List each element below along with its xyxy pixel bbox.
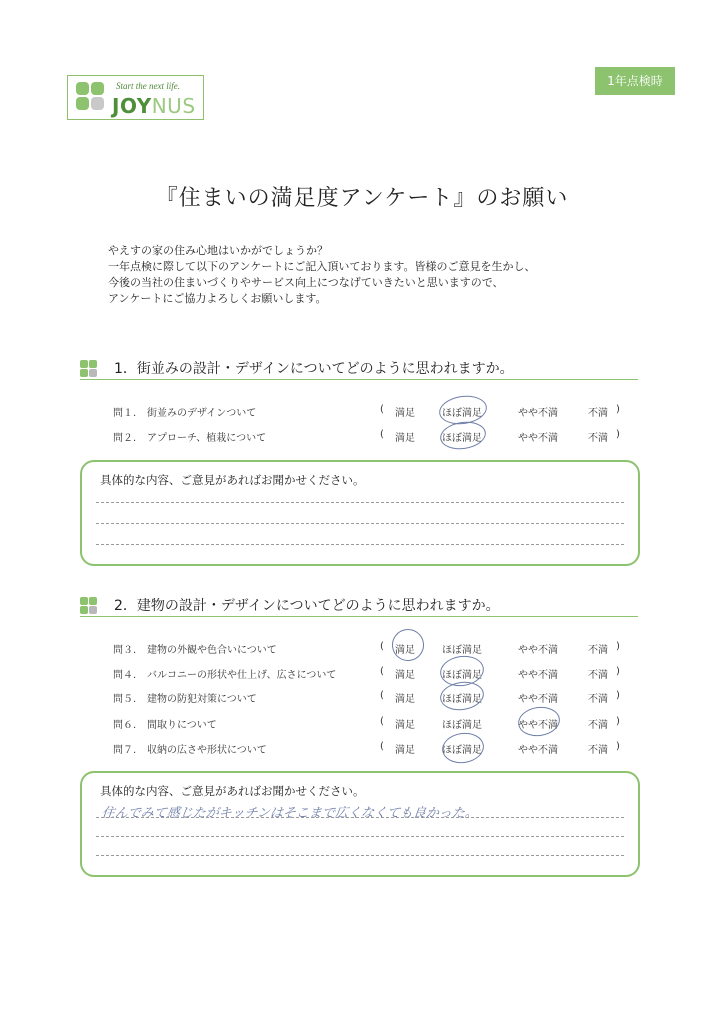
option-mostly-satisfied[interactable]: ほぼ満足 bbox=[442, 720, 482, 731]
option-dissatisfied[interactable]: 不満 bbox=[588, 433, 608, 444]
question-text: 建物の防犯対策について bbox=[147, 694, 257, 705]
intro-line: アンケートにご協力よろしくお願いします。 bbox=[108, 292, 327, 305]
section-heading-text: 1．街並みの設計・デザインについてどのように思われますか。 bbox=[114, 361, 514, 377]
question-row-7: 問７. 収納の広さや形状について ( 満足 ほぼ満足 やや不満 不満 ) bbox=[113, 739, 633, 757]
writing-line bbox=[96, 544, 624, 545]
clover-logo-icon bbox=[76, 82, 106, 112]
option-satisfied[interactable]: 満足 bbox=[395, 694, 415, 705]
option-mostly-satisfied[interactable]: ほぼ満足 bbox=[442, 645, 482, 656]
answer-circle-mark bbox=[516, 704, 562, 739]
section-heading-text: 2．建物の設計・デザインについてどのように思われますか。 bbox=[114, 598, 500, 614]
handwritten-comment: 住んでみて感じたがキッチンはそこまで広くなくても良かった。 bbox=[101, 806, 479, 821]
option-somewhat-dissatisfied[interactable]: やや不満 bbox=[518, 408, 558, 419]
question-row-6: 問６. 間取りについて ( 満足 ほぼ満足 やや不満 不満 ) bbox=[113, 714, 633, 732]
writing-line bbox=[96, 817, 624, 818]
answer-circle-mark bbox=[438, 679, 485, 713]
option-satisfied[interactable]: 満足 bbox=[395, 745, 415, 756]
writing-line bbox=[96, 502, 624, 503]
answer-circle-mark bbox=[438, 419, 487, 452]
option-dissatisfied[interactable]: 不満 bbox=[588, 670, 608, 681]
option-mostly-satisfied[interactable]: ほぼ満足 bbox=[442, 408, 482, 419]
option-dissatisfied[interactable]: 不満 bbox=[588, 694, 608, 705]
question-row-4: 問４. バルコニーの形状や仕上げ、広さについて ( 満足 ほぼ満足 やや不満 不満 ) bbox=[113, 664, 633, 682]
logo-tagline: Start the next life. bbox=[116, 81, 180, 91]
question-row-1: 問１. 街並みのデザインついて ( 満足 ほぼ満足 やや不満 不満 ) bbox=[113, 402, 633, 420]
option-satisfied[interactable]: 満足 bbox=[395, 670, 415, 681]
answer-circle-mark bbox=[440, 730, 486, 766]
writing-line bbox=[96, 523, 624, 524]
option-satisfied[interactable]: 満足 bbox=[395, 720, 415, 731]
page-title: 『住まいの満足度アンケート』のお願い bbox=[155, 186, 569, 211]
answer-circle-mark bbox=[390, 627, 426, 663]
logo-brand: JOYNUS bbox=[112, 94, 196, 118]
clover-bullet-icon bbox=[80, 360, 98, 378]
option-satisfied[interactable]: 満足 bbox=[395, 433, 415, 444]
question-number: 問２. bbox=[113, 433, 137, 444]
option-somewhat-dissatisfied[interactable]: やや不満 bbox=[518, 694, 558, 705]
comment-box-1[interactable] bbox=[80, 460, 640, 566]
question-number: 問１. bbox=[113, 408, 137, 419]
intro-text bbox=[108, 243, 535, 307]
section-2-heading bbox=[80, 594, 638, 617]
joynus-logo bbox=[67, 75, 204, 120]
intro-line: 一年点検に際して以下のアンケートにご記入頂いております。皆様のご意見を生かし、 bbox=[108, 260, 536, 273]
option-mostly-satisfied[interactable]: ほぼ満足 bbox=[442, 433, 482, 444]
intro-line: 今後の当社の住まいづくりやサービス向上につなげていきたいと思いますので、 bbox=[108, 276, 504, 289]
question-row-5: 問５. 建物の防犯対策について ( 満足 ほぼ満足 やや不満 不満 ) bbox=[113, 688, 633, 706]
writing-line bbox=[96, 836, 624, 837]
option-somewhat-dissatisfied[interactable]: やや不満 bbox=[518, 670, 558, 681]
clover-bullet-icon bbox=[80, 597, 98, 615]
question-text: 収納の広さや形状について bbox=[147, 745, 267, 756]
comment-label: 具体的な内容、ご意見があればお聞かせください。 bbox=[100, 784, 365, 798]
question-number: 問４. bbox=[113, 670, 137, 681]
inspection-badge: 1年点検時 bbox=[595, 67, 675, 95]
option-satisfied[interactable]: 満足 bbox=[395, 408, 415, 419]
question-text: 建物の外観や色合いについて bbox=[147, 645, 277, 656]
intro-line: やえすの家の住み心地はいかがでしょうか？ bbox=[108, 244, 328, 257]
writing-line bbox=[96, 855, 624, 856]
question-text: アプローチ、植栽について bbox=[147, 433, 267, 444]
question-row-2: 問２. アプローチ、植栽について ( 満足 ほぼ満足 やや不満 不満 ) bbox=[113, 427, 633, 445]
question-number: 問６. bbox=[113, 720, 137, 731]
question-number: 問５. bbox=[113, 694, 137, 705]
option-dissatisfied[interactable]: 不満 bbox=[588, 408, 608, 419]
option-satisfied[interactable]: 満足 bbox=[395, 645, 415, 656]
comment-box-2[interactable] bbox=[80, 771, 640, 877]
comment-label: 具体的な内容、ご意見があればお聞かせください。 bbox=[100, 473, 365, 487]
question-text: 街並みのデザインついて bbox=[147, 408, 257, 419]
option-dissatisfied[interactable]: 不満 bbox=[588, 720, 608, 731]
section-1-heading bbox=[80, 357, 638, 380]
option-mostly-satisfied[interactable]: ほぼ満足 bbox=[442, 745, 482, 756]
question-row-3: 問３. 建物の外観や色合いについて ( 満足 ほぼ満足 やや不満 不満 ) bbox=[113, 639, 633, 657]
option-dissatisfied[interactable]: 不満 bbox=[588, 745, 608, 756]
question-number: 問３. bbox=[113, 645, 137, 656]
question-text: バルコニーの形状や仕上げ、広さについて bbox=[147, 670, 337, 681]
option-somewhat-dissatisfied[interactable]: やや不満 bbox=[518, 433, 558, 444]
option-somewhat-dissatisfied[interactable]: やや不満 bbox=[518, 645, 558, 656]
option-mostly-satisfied[interactable]: ほぼ満足 bbox=[442, 694, 482, 705]
question-text: 間取りについて bbox=[147, 720, 217, 731]
question-number: 問７. bbox=[113, 745, 137, 756]
option-somewhat-dissatisfied[interactable]: やや不満 bbox=[518, 720, 558, 731]
option-mostly-satisfied[interactable]: ほぼ満足 bbox=[442, 670, 482, 681]
option-somewhat-dissatisfied[interactable]: やや不満 bbox=[518, 745, 558, 756]
option-dissatisfied[interactable]: 不満 bbox=[588, 645, 608, 656]
